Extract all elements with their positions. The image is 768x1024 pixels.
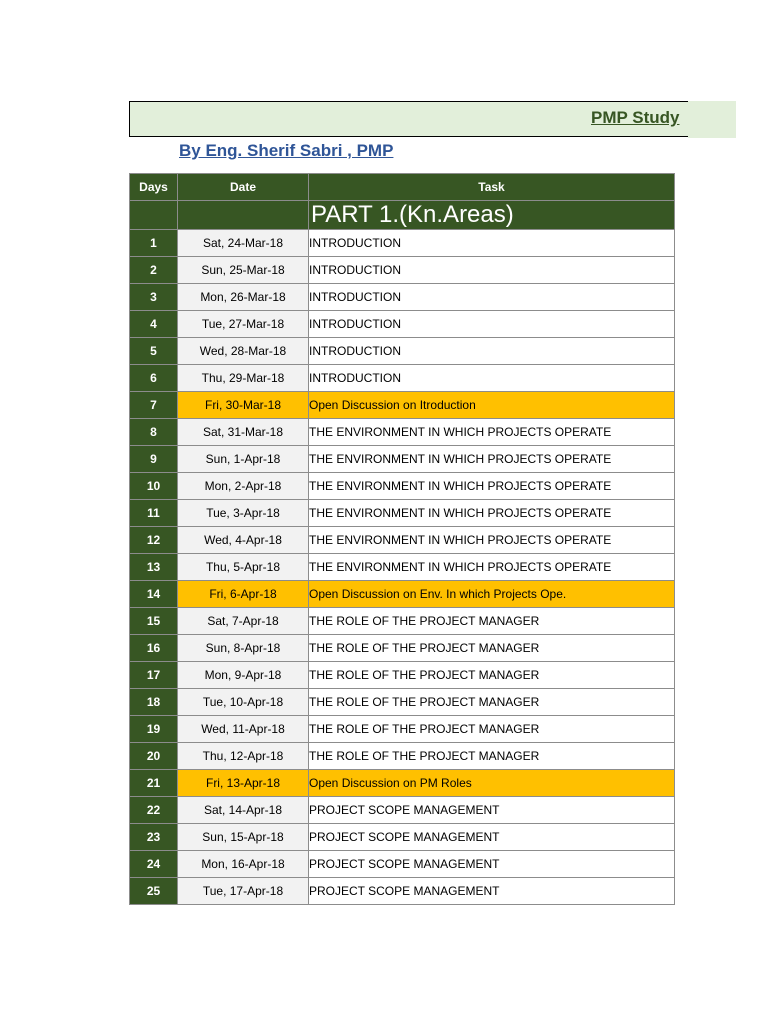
task-cell: THE ENVIRONMENT IN WHICH PROJECTS OPERATE xyxy=(309,473,675,500)
day-cell: 10 xyxy=(130,473,178,500)
table-row xyxy=(130,878,675,905)
date-cell: Tue, 10-Apr-18 xyxy=(178,689,309,716)
day-cell: 15 xyxy=(130,608,178,635)
day-cell: 13 xyxy=(130,554,178,581)
title-bar-extension xyxy=(688,101,736,138)
task-cell: PROJECT SCOPE MANAGEMENT xyxy=(309,851,675,878)
date-cell: Tue, 17-Apr-18 xyxy=(178,878,309,905)
date-cell: Sun, 25-Mar-18 xyxy=(178,257,309,284)
date-cell: Fri, 6-Apr-18 xyxy=(178,581,309,608)
task-cell: THE ROLE OF THE PROJECT MANAGER xyxy=(309,716,675,743)
day-cell: 11 xyxy=(130,500,178,527)
table-row xyxy=(130,392,675,419)
table-row xyxy=(130,419,675,446)
task-cell: PROJECT SCOPE MANAGEMENT xyxy=(309,797,675,824)
date-cell: Thu, 29-Mar-18 xyxy=(178,365,309,392)
day-cell: 6 xyxy=(130,365,178,392)
day-cell: 8 xyxy=(130,419,178,446)
task-cell: THE ENVIRONMENT IN WHICH PROJECTS OPERATE xyxy=(309,554,675,581)
day-cell: 1 xyxy=(130,230,178,257)
date-cell: Wed, 11-Apr-18 xyxy=(178,716,309,743)
task-cell: Open Discussion on Env. In which Projects Ope. xyxy=(309,581,675,608)
day-cell: 5 xyxy=(130,338,178,365)
col-header-days: Days xyxy=(130,174,178,201)
day-cell: 12 xyxy=(130,527,178,554)
table-row xyxy=(130,743,675,770)
table-row xyxy=(130,662,675,689)
task-cell: INTRODUCTION xyxy=(309,284,675,311)
col-header-task: Task xyxy=(309,174,675,201)
day-cell: 2 xyxy=(130,257,178,284)
date-cell: Mon, 2-Apr-18 xyxy=(178,473,309,500)
day-cell: 18 xyxy=(130,689,178,716)
date-cell: Sat, 7-Apr-18 xyxy=(178,608,309,635)
task-cell: INTRODUCTION xyxy=(309,365,675,392)
task-cell: Open Discussion on PM Roles xyxy=(309,770,675,797)
table-row xyxy=(130,689,675,716)
table-row xyxy=(130,527,675,554)
task-cell: THE ROLE OF THE PROJECT MANAGER xyxy=(309,743,675,770)
task-cell: THE ROLE OF THE PROJECT MANAGER xyxy=(309,608,675,635)
day-cell: 17 xyxy=(130,662,178,689)
day-cell: 14 xyxy=(130,581,178,608)
task-cell: PROJECT SCOPE MANAGEMENT xyxy=(309,878,675,905)
header-row xyxy=(130,174,675,201)
date-cell: Mon, 26-Mar-18 xyxy=(178,284,309,311)
table-row xyxy=(130,473,675,500)
date-cell: Fri, 30-Mar-18 xyxy=(178,392,309,419)
table-row xyxy=(130,608,675,635)
table-row xyxy=(130,365,675,392)
date-cell: Sun, 1-Apr-18 xyxy=(178,446,309,473)
date-cell: Thu, 5-Apr-18 xyxy=(178,554,309,581)
date-cell: Tue, 3-Apr-18 xyxy=(178,500,309,527)
day-cell: 21 xyxy=(130,770,178,797)
table-row xyxy=(130,554,675,581)
table-row xyxy=(130,716,675,743)
date-cell: Mon, 16-Apr-18 xyxy=(178,851,309,878)
date-cell: Thu, 12-Apr-18 xyxy=(178,743,309,770)
date-cell: Sun, 8-Apr-18 xyxy=(178,635,309,662)
task-cell: Open Discussion on Itroduction xyxy=(309,392,675,419)
day-cell: 19 xyxy=(130,716,178,743)
day-cell: 3 xyxy=(130,284,178,311)
table-row xyxy=(130,311,675,338)
task-cell: THE ROLE OF THE PROJECT MANAGER xyxy=(309,662,675,689)
day-cell: 24 xyxy=(130,851,178,878)
table-row xyxy=(130,257,675,284)
table-row xyxy=(130,635,675,662)
table-row xyxy=(130,338,675,365)
day-cell: 16 xyxy=(130,635,178,662)
date-cell: Sat, 14-Apr-18 xyxy=(178,797,309,824)
part-spacer-day xyxy=(130,201,178,230)
task-cell: THE ENVIRONMENT IN WHICH PROJECTS OPERATE xyxy=(309,527,675,554)
part-title: PART 1.(Kn.Areas) xyxy=(309,201,675,230)
schedule-table xyxy=(129,173,675,905)
day-cell: 25 xyxy=(130,878,178,905)
task-cell: THE ENVIRONMENT IN WHICH PROJECTS OPERATE xyxy=(309,446,675,473)
task-cell: PROJECT SCOPE MANAGEMENT xyxy=(309,824,675,851)
table-row xyxy=(130,824,675,851)
day-cell: 4 xyxy=(130,311,178,338)
table-row xyxy=(130,230,675,257)
date-cell: Wed, 28-Mar-18 xyxy=(178,338,309,365)
part-row xyxy=(130,201,675,230)
task-cell: THE ENVIRONMENT IN WHICH PROJECTS OPERATE xyxy=(309,500,675,527)
task-cell: INTRODUCTION xyxy=(309,230,675,257)
document-title: PMP Study xyxy=(591,108,680,127)
table-row xyxy=(130,770,675,797)
part-spacer-date xyxy=(178,201,309,230)
task-cell: THE ENVIRONMENT IN WHICH PROJECTS OPERATE xyxy=(309,419,675,446)
day-cell: 9 xyxy=(130,446,178,473)
day-cell: 7 xyxy=(130,392,178,419)
date-cell: Wed, 4-Apr-18 xyxy=(178,527,309,554)
date-cell: Sat, 24-Mar-18 xyxy=(178,230,309,257)
table-row xyxy=(130,284,675,311)
task-cell: INTRODUCTION xyxy=(309,311,675,338)
date-cell: Tue, 27-Mar-18 xyxy=(178,311,309,338)
date-cell: Fri, 13-Apr-18 xyxy=(178,770,309,797)
day-cell: 23 xyxy=(130,824,178,851)
author-line: By Eng. Sherif Sabri , PMP xyxy=(179,141,394,160)
table-row xyxy=(130,851,675,878)
date-cell: Sun, 15-Apr-18 xyxy=(178,824,309,851)
col-header-date: Date xyxy=(178,174,309,201)
day-cell: 20 xyxy=(130,743,178,770)
table-row xyxy=(130,581,675,608)
day-cell: 22 xyxy=(130,797,178,824)
table-row xyxy=(130,500,675,527)
task-cell: THE ROLE OF THE PROJECT MANAGER xyxy=(309,635,675,662)
date-cell: Mon, 9-Apr-18 xyxy=(178,662,309,689)
task-cell: THE ROLE OF THE PROJECT MANAGER xyxy=(309,689,675,716)
table-row xyxy=(130,797,675,824)
table-row xyxy=(130,446,675,473)
task-cell: INTRODUCTION xyxy=(309,257,675,284)
task-cell: INTRODUCTION xyxy=(309,338,675,365)
date-cell: Sat, 31-Mar-18 xyxy=(178,419,309,446)
